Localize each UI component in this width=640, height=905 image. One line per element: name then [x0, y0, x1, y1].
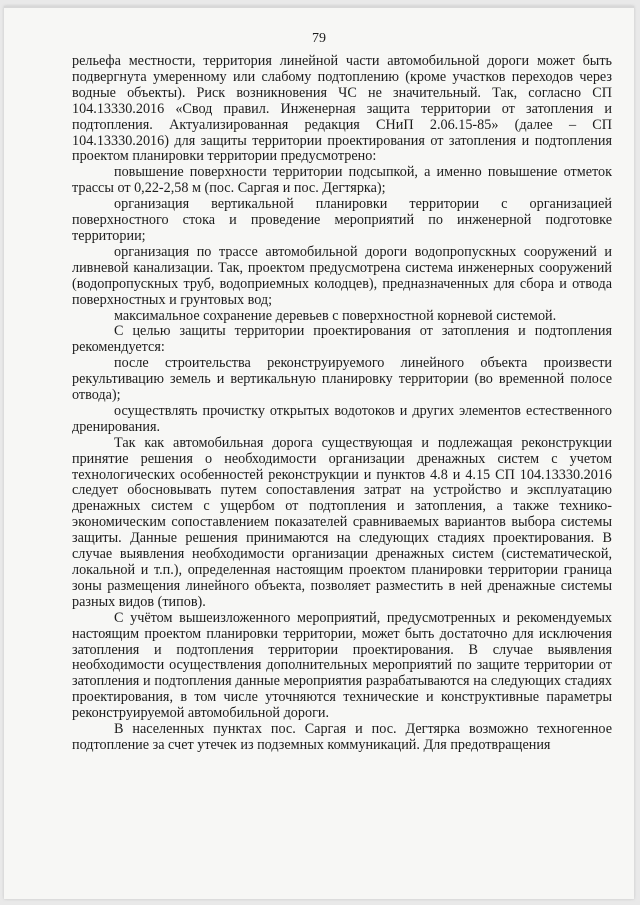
list-item-recultivation: после строительства реконструируемого линейного объекта произвести рекультивацию земель и вертикальную планировку территории (во временной полосе отвода);	[72, 355, 612, 404]
paragraph-recommendations: С целью защиты территории проектирования от затопления и подтопления рекомендуется:	[72, 323, 612, 356]
paragraph-technogenic-flooding: В населенных пунктах пос. Саргая и пос. Дегтярка возможно техногенное подтопление за счет утечек из подземных коммуникаций. Для предотвращения	[72, 721, 612, 753]
list-item-raise-surface: повышение поверхности территории подсыпкой, а именно повышение отметок трассы от 0,22-2,58 м (пос. Саргая и пос. Дегтярка);	[72, 164, 612, 197]
paragraph-drainage-decision: Так как автомобильная дорога существующая и подлежащая реконструкции принятие решения о необходимости организации дренажных систем с учетом технологических особенностей реконструкции и пунктов 4.8 и 4.15 СП 104.13330.2016 следует обосновывать путем сопоставления затрат на устройство и эксплуатацию дренажных систем с ущербом от подтопления и затопления, а также технико-экономическим сопоставлением показателей сравниваемых вариантов выбора системы защиты. Данные решения принимаются на следующих стадиях проектирования. В случае выявления необходимости организации дренажных систем (систематической, локальной и т.п.), определенная настоящим проектом планировки территории граница зоны размещения линейного объекта, позволяет разместить в ней дренажные системы разных видов (типов).	[72, 434, 612, 610]
scan-edge	[4, 6, 634, 8]
paragraph-continuation: рельефа местности, территория линейной части автомобильной дороги может быть подвергнута умеренному или слабому подтоплению (кроме участков переходов через водные объекты). Риск возникновения ЧС не значительный. Так, согласно СП 104.13330.2016 «Свод правил. Инженерная защита территории от затопления и подтопления. Актуализированная редакция СНиП 2.06.15-85» (далее – СП 104.13330.2016) для защиты территории проектирования от затопления и подтопления проектом планировки территории предусмотрено:	[72, 53, 612, 165]
document-body	[72, 54, 612, 754]
list-item-watercourse-cleaning: осуществлять прочистку открытых водотоков и других элементов естественного дренирования.	[72, 402, 612, 435]
document-page	[4, 6, 634, 899]
list-item-preserve-trees: максимальное сохранение деревьев с поверхностной корневой системой.	[114, 307, 557, 324]
list-item-drainage-structures: организация по трассе автомобильной дороги водопропускных сооружений и ливневой канализации. Так, проектом предусмотрена система инженерных сооружений (водопропускных труб, водоприемных колодцев), предназначенных для сбора и отвода поверхностных и грунтовых вод;	[72, 243, 612, 308]
list-item-vertical-planning: организация вертикальной планировки территории с организацией поверхностного стока и проведение мероприятий по инженерной подготовке территории;	[72, 196, 612, 244]
paragraph-conclusion: С учётом вышеизложенного мероприятий, предусмотренных и рекомендуемых настоящим проектом планировки территории, может быть достаточно для исключения затопления и подтопления территории проектирования. В случае выявления необходимости осуществления дополнительных мероприятий по защите территории от затопления и подтопления данные мероприятия разрабатываются на следующих стадиях проектирования, в том числе уточняются технические и конструктивные параметры реконструируемой автомобильной дороги.	[72, 609, 612, 722]
page-number: 79	[312, 31, 326, 46]
